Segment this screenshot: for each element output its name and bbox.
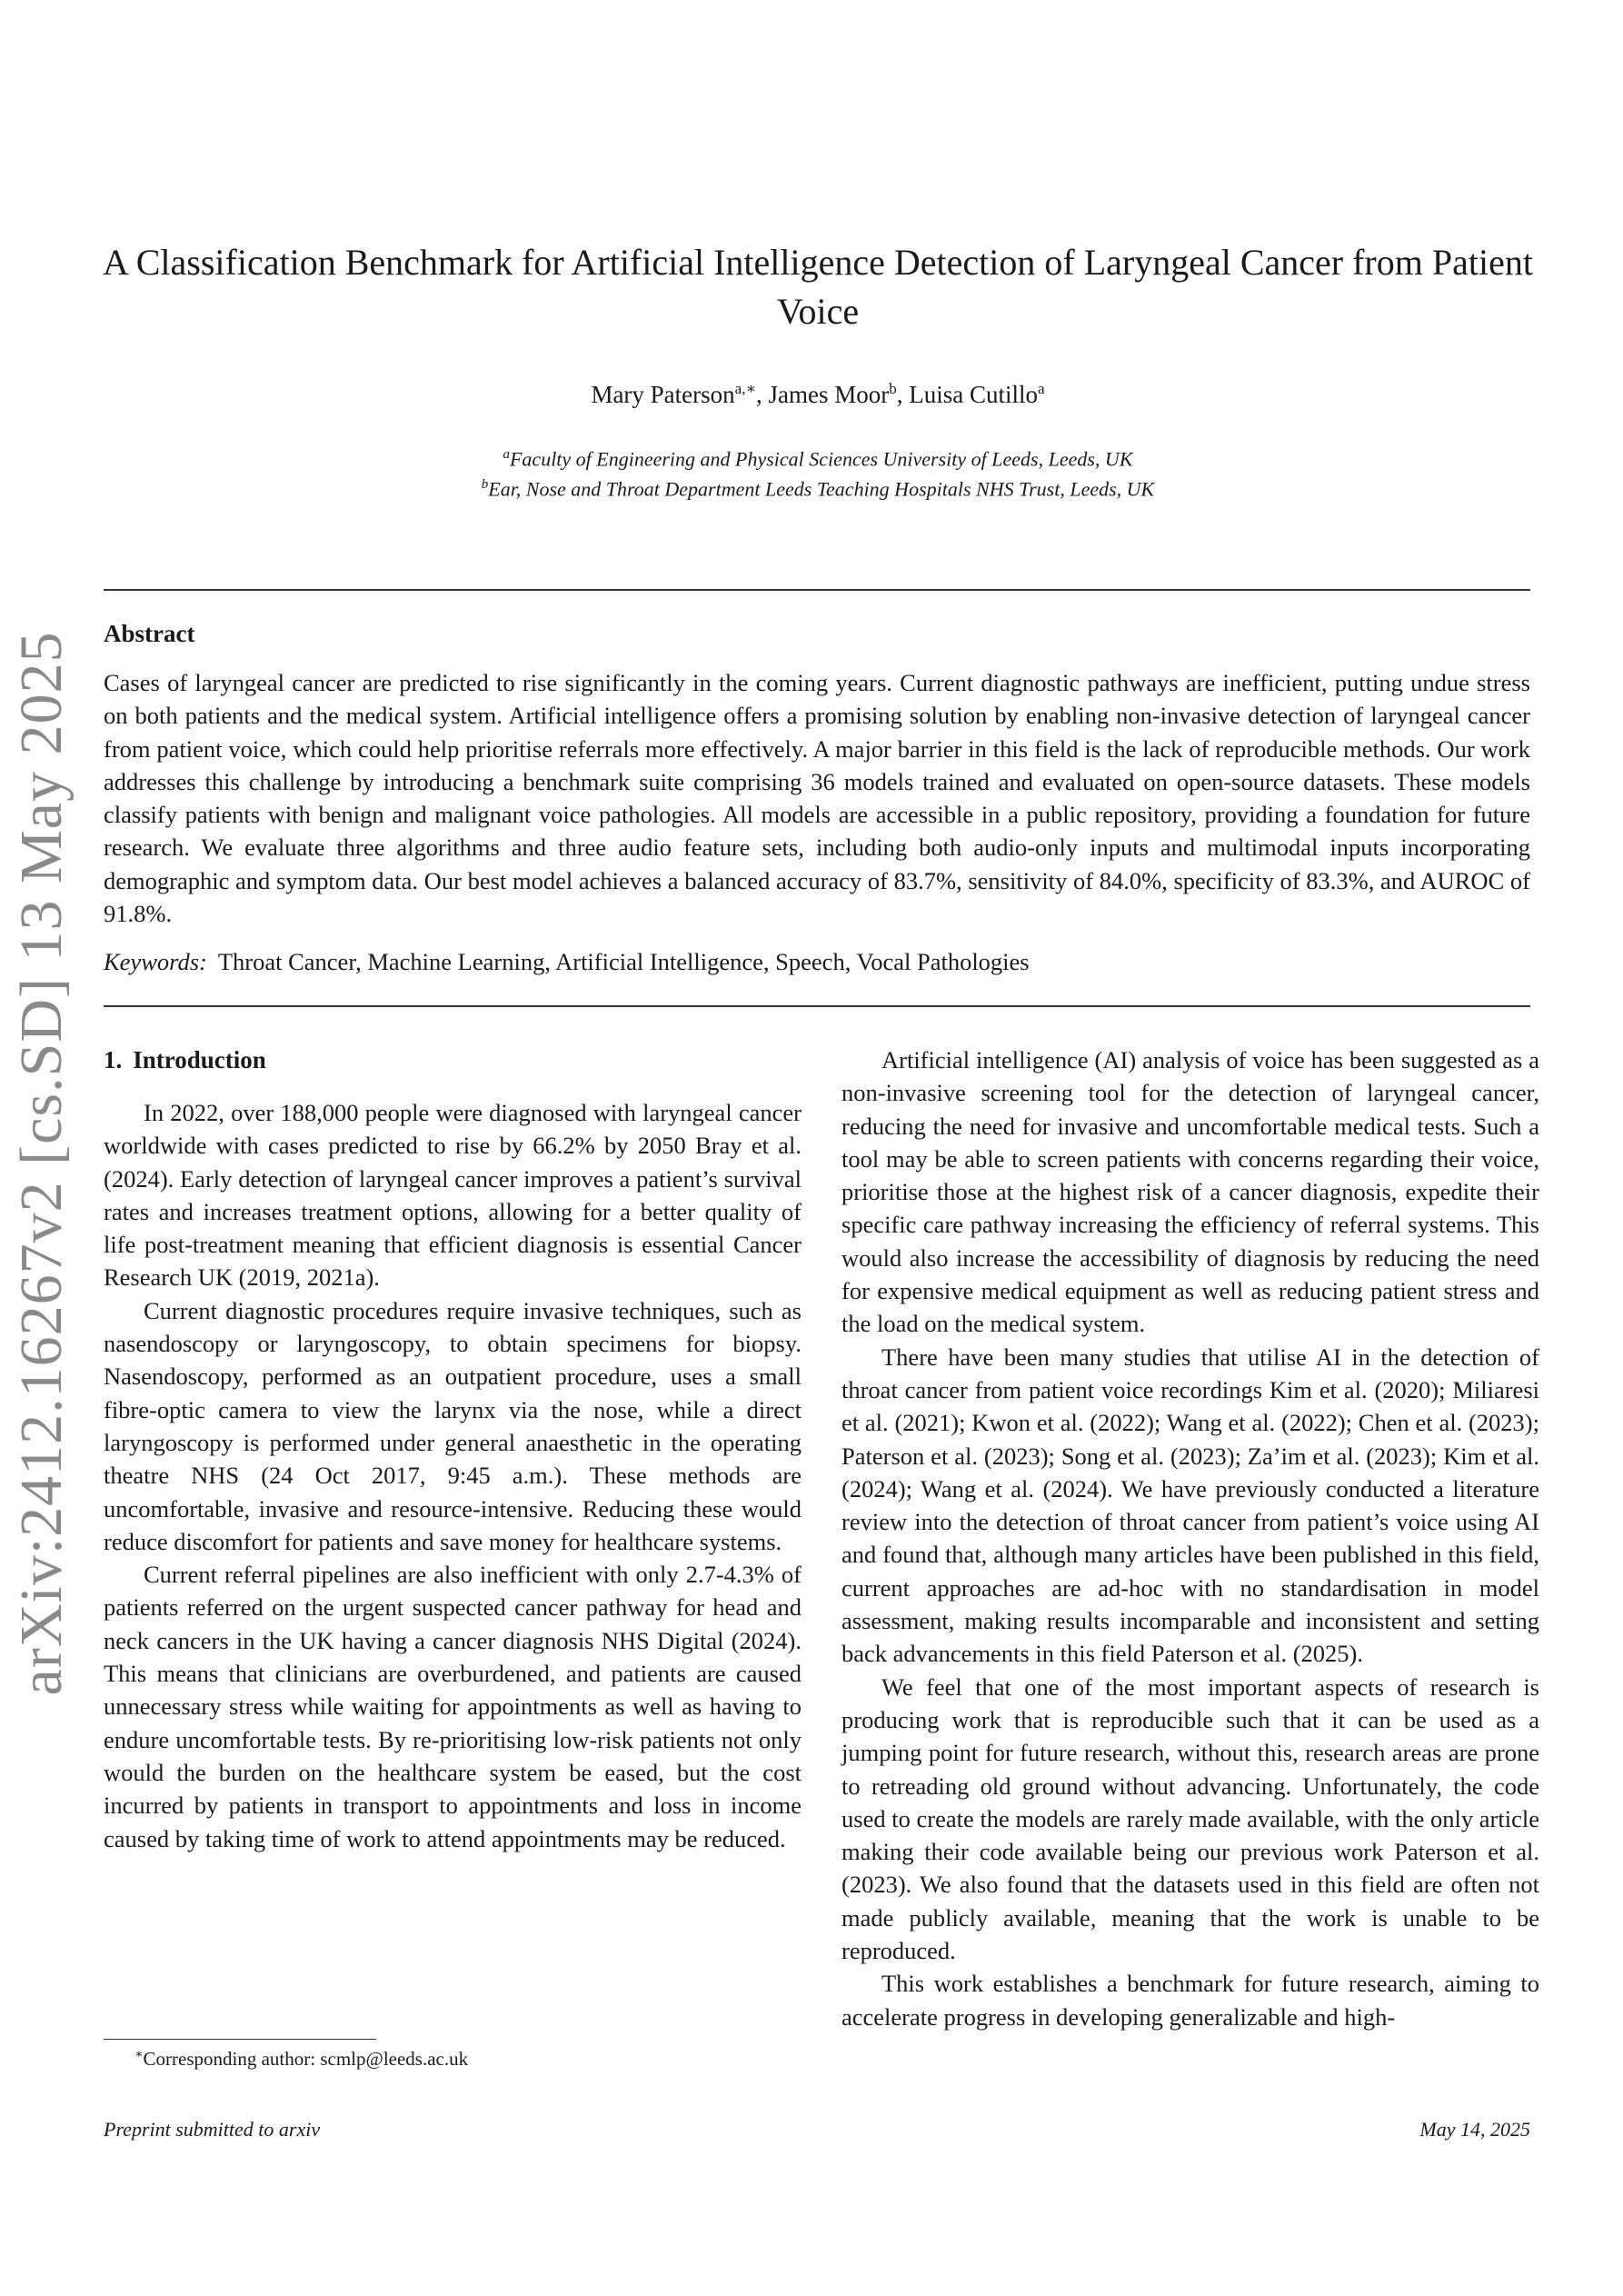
body-paragraph: There have been many studies that utilise AI in the detection of throat cancer from patient voice recordings Kim et al. (2020); Miliaresi et al. (2021); Kwon et al. (2022); Wang et al. (2022); Chen et al. (2023); Paterson et al. (2023); Song et al. (2023); Za’im et al. (2023); Kim et al. (2024); Wang et al. (2024). We have previously conducted a literature review into the detection of throat cancer from patient’s voice using AI and found that, although many articles have been published in this field, current approaches are ad-hoc with no standardisation in model assessment, making results incomparable and inconsistent and setting back advancements in this field Paterson et al. (2025).	[841, 1343, 1539, 1668]
footer-preprint-note: Preprint submitted to arxiv	[104, 2118, 321, 2141]
author-affiliation-mark: a	[1038, 380, 1045, 397]
abstract-heading: Abstract	[104, 620, 195, 647]
author-affiliation-mark: b	[889, 380, 897, 397]
keywords	[104, 948, 1530, 976]
abstract-bottom-rule	[104, 1005, 1530, 1007]
abstract-top-rule	[104, 589, 1530, 591]
footnote-rule	[104, 2039, 376, 2040]
body-paragraph: Current referral pipelines are also inefficient with only 2.7-4.3% of patients referred on the urgent suspected cancer pathway for head and neck cancers in the UK having a cancer diagnosis NHS Digital (2024). This means that clinicians are overburdened, and patients are caused unnecessary stress while waiting for appointments as well as having to endure uncomfortable tests. By re-prioritising low-risk patients not only would the burden on the healthcare system be eased, but the cost incurred by patients in transport to appointments and loss in income caused by taking time of work to attend appointments may be reduced.	[104, 1561, 802, 1852]
author-affiliation-mark: a,∗	[734, 380, 757, 397]
body-paragraph: We feel that one of the most important aspects of research is producing work that is reproducible such that it can be used as a jumping point for future research, without this, research areas are prone to retreading old ground without advancing. Unfortunately, the code used to create the models are rarely made available, with the only article making their code available being our previous work Paterson et al. (2023). We also found that the datasets used in this field are often not made publicly available, meaning that the work is unable to be reproduced.	[841, 1672, 1539, 1965]
paper-title: A Classification Benchmark for Artificial Intelligence Detection of Laryngeal Cancer from Patient Voice	[103, 242, 1533, 332]
section-number: 1.	[104, 1046, 123, 1073]
body-paragraph: Artificial intelligence (AI) analysis of voice has been suggested as a non-invasive screening tool for the detection of laryngeal cancer, reducing the need for invasive and uncomfortable medical tests. Such a tool may be able to screen patients with concerns regarding their voice, prioritise those at the highest risk of a cancer diagnosis, expedite their specific care pathway increasing the efficiency of referral systems. This would also increase the accessibility of diagnosis by reducing the need for expensive medical equipment as well as reducing patient stress and the load on the medical system.	[841, 1046, 1539, 1338]
affiliation-list	[91, 442, 1545, 503]
footnote	[134, 2047, 468, 2071]
footnote-text: Corresponding author: scmlp@leeds.ac.uk	[143, 2048, 469, 2070]
affiliation: $^a$Faculty of Engineering and Physical Sciences University of Leeds, Leeds, UK	[503, 447, 1133, 471]
abstract-text: Cases of laryngeal cancer are predicted to rise significantly in the coming years. Current diagnostic pathways are inefficient, putting undue stress on both patients and the medical system. Artificial intelligence offers a promising solution by enabling non-invasive detection of laryngeal cancer from patient voice, which could help prioritise referrals more effectively. A major barrier in this field is the lack of reproducible methods. Our work addresses this challenge by introducing a benchmark suite comprising 36 models trained and evaluated on open-source datasets. These models classify patients with benign and malignant voice pathologies. All models are accessible in a public repository, providing a foundation for future research. We evaluate three algorithms and three audio feature sets, including both audio-only inputs and multimodal inputs incorporating demographic and symptom data. Our best model achieves a balanced accuracy of 83.7%, sensitivity of 84.0%, specificity of 83.3%, and AUROC of 91.8%.	[104, 669, 1530, 928]
section-title: Introduction	[133, 1046, 266, 1073]
right-column	[841, 1043, 1539, 2033]
author-list: Mary Paterson$^{a,∗}$, James Moor$^b$, Luisa Cutillo$^a$	[591, 380, 1045, 408]
author-name: Mary Paterson	[591, 381, 735, 408]
footnote-mark: ∗	[134, 2048, 144, 2061]
body-paragraph: This work establishes a benchmark for future research, aiming to accelerate progress in developing generalizable and high-	[841, 1970, 1539, 2031]
author-name: James Moor	[768, 381, 890, 408]
author-name: Luisa Cutillo	[909, 381, 1038, 408]
arxiv-identifier: arXiv:2412.16267v2 [cs.SD] 13 May 2025	[8, 631, 75, 1696]
body-paragraph: In 2022, over 188,000 people were diagnosed with laryngeal cancer worldwide with cases predicted to rise by 66.2% by 2050 Bray et al. (2024). Early detection of laryngeal cancer improves a patient’s survival rates and increases treatment options, allowing for a better quality of life post-treatment meaning that efficient diagnosis is essential Cancer Research UK (2019, 2021a).	[104, 1099, 802, 1292]
body-paragraph: Current diagnostic procedures require invasive techniques, such as nasendoscopy or laryngoscopy, to obtain specimens for biopsy. Nasendoscopy, performed as an outpatient procedure, uses a small fibre-optic camera to view the larynx via the nose, while a direct laryngoscopy is performed under general anaesthetic in the operating theatre NHS (24 Oct 2017, 9:45 a.m.). These methods are uncomfortable, invasive and resource-intensive. Reducing these would reduce discomfort for patients and save money for healthcare systems.	[104, 1296, 802, 1555]
keywords-text: Throat Cancer, Machine Learning, Artificial Intelligence, Speech, Vocal Pathologies	[217, 948, 1030, 975]
left-column	[104, 1043, 802, 1855]
affiliation: $^b$Ear, Nose and Throat Department Leeds Teaching Hospitals NHS Trust, Leeds, UK	[481, 477, 1155, 501]
keywords-label: Keywords:	[104, 948, 207, 975]
section-heading	[104, 1043, 802, 1076]
footer-date: May 14, 2025	[1419, 2118, 1530, 2141]
